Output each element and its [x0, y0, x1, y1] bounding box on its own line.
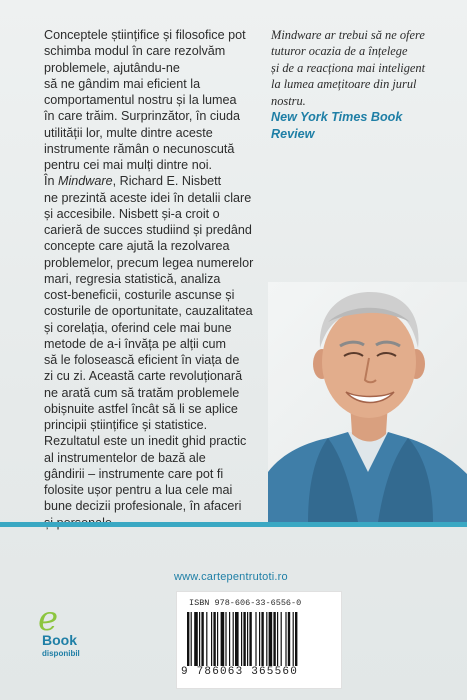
description-line: să ne gândim mai eficient la	[44, 76, 201, 91]
description-line: zi cu zi. Această carte revoluționară	[44, 369, 243, 384]
quote-book-title: Mindware	[271, 28, 322, 42]
description-line: carieră de succes studiind și predând	[44, 223, 252, 237]
barcode-bar	[288, 612, 290, 666]
author-photo	[268, 282, 467, 522]
barcode-bar	[255, 612, 256, 666]
barcode-bar	[273, 612, 275, 666]
ebook-logo	[30, 599, 90, 672]
publisher-website: www.cartepentrutoti.ro	[174, 571, 288, 583]
barcode-bar	[269, 612, 273, 666]
barcode-bar	[225, 612, 226, 666]
barcode-bar	[266, 612, 267, 666]
isbn-number: ISBN 978-606-33-6556-0	[189, 598, 302, 608]
description-line: gândirii – instrumente care pot fi	[44, 466, 224, 481]
barcode-bar	[259, 612, 260, 666]
description-line: pentru cei mai mulți dintre noi.	[44, 158, 212, 172]
description-line: utilității lor, multe dintre aceste	[44, 125, 213, 140]
description-line: ne arată cum să tratăm problemele	[44, 385, 240, 400]
quote-line	[271, 27, 461, 43]
description-line: în care trăim. Surprinzător, în ciuda	[44, 109, 240, 124]
barcode-bar	[199, 612, 200, 666]
barcode-bar	[285, 612, 286, 666]
description-line: să le folosească eficient în viața de	[44, 353, 240, 367]
barcode-bar	[293, 612, 294, 666]
barcode-bars	[187, 612, 333, 666]
barcode-bar	[295, 612, 297, 666]
barcode-bar	[261, 612, 263, 666]
description-line: metode de a-i învăța pe alții cum	[44, 336, 227, 351]
quote-line: la lumea amețitoare din jurul	[271, 77, 417, 92]
description-line: principii științifice și statistice.	[44, 418, 208, 432]
ebook-available-label: disponibil	[42, 649, 80, 658]
divider-rule	[0, 522, 467, 527]
barcode-bar	[206, 612, 207, 666]
ebook-label: Book	[42, 632, 77, 648]
description-line: costurile de oportunitate, cauzalitatea	[44, 304, 253, 319]
description-line: instrumente rămân o necunoscută	[44, 141, 235, 156]
barcode-bar	[247, 612, 248, 666]
barcode-bar	[213, 612, 215, 666]
quote-text: ar trebui să ne ofere	[321, 28, 425, 42]
barcode-bar	[191, 612, 192, 666]
description-line: În Mindware, Richard E. Nisbett	[44, 174, 222, 189]
barcode-panel	[176, 591, 342, 689]
barcode-bar	[201, 612, 203, 666]
book-description	[44, 27, 260, 531]
barcode-bar	[241, 612, 242, 666]
barcode-bar	[277, 612, 278, 666]
review-quote	[271, 27, 461, 109]
description-line: folosite ușor pentru a lua cele mai	[44, 483, 233, 497]
barcode-bar	[243, 612, 245, 666]
description-line: ne prezintă aceste idei în detalii clare	[44, 190, 252, 205]
ebook-e-icon: e	[38, 599, 59, 639]
description-line: comportamentul nostru și la lumea	[44, 93, 237, 107]
description-line: Conceptele științifice și filosofice pot	[44, 28, 246, 42]
barcode-bar	[229, 612, 230, 666]
description-line: cost-beneficii, costurile ascunse și	[44, 288, 235, 302]
description-line: al instrumentelor de bază ale	[44, 450, 206, 465]
description-line: concepte care ajută la rezolvarea	[44, 239, 230, 254]
barcode-bar	[233, 612, 234, 666]
barcode-bar	[217, 612, 218, 666]
description-line: schimba modul în care rezolvăm	[44, 44, 226, 59]
barcode-bar	[235, 612, 239, 666]
description-line: obișnuite astfel încât să li se aplice	[44, 401, 238, 416]
description-line: mari, regresia statistică, analiza	[44, 271, 221, 286]
description-line: problemelor, precum legea numerelor	[44, 255, 254, 270]
barcode-bar	[281, 612, 282, 666]
description-line: și accesibile. Nisbett și-a croit o	[44, 206, 220, 221]
description-line: bune decizii profesionale, în afaceri	[44, 499, 242, 514]
quote-line: nostru.	[271, 93, 306, 108]
book-title: Mindware	[58, 174, 113, 189]
description-line: Rezultatul este un inedit ghid practic	[44, 434, 247, 449]
barcode-bar	[221, 612, 225, 666]
quote-source: New York Times Book Review	[271, 110, 403, 141]
quote-line: și de a reacționa mai inteligent	[271, 60, 426, 75]
barcode-bar	[249, 612, 251, 666]
barcode-digits: 9 786063 365560	[181, 666, 299, 678]
description-line: problemele, ajutându-ne	[44, 60, 180, 75]
barcode-bar	[187, 612, 189, 666]
barcode-bar	[194, 612, 198, 666]
description-line: și corelația, oferind cele mai bune	[44, 320, 232, 335]
quote-line: tuturor ocazia de a înțelege	[271, 44, 408, 59]
barcode-bar	[211, 612, 212, 666]
